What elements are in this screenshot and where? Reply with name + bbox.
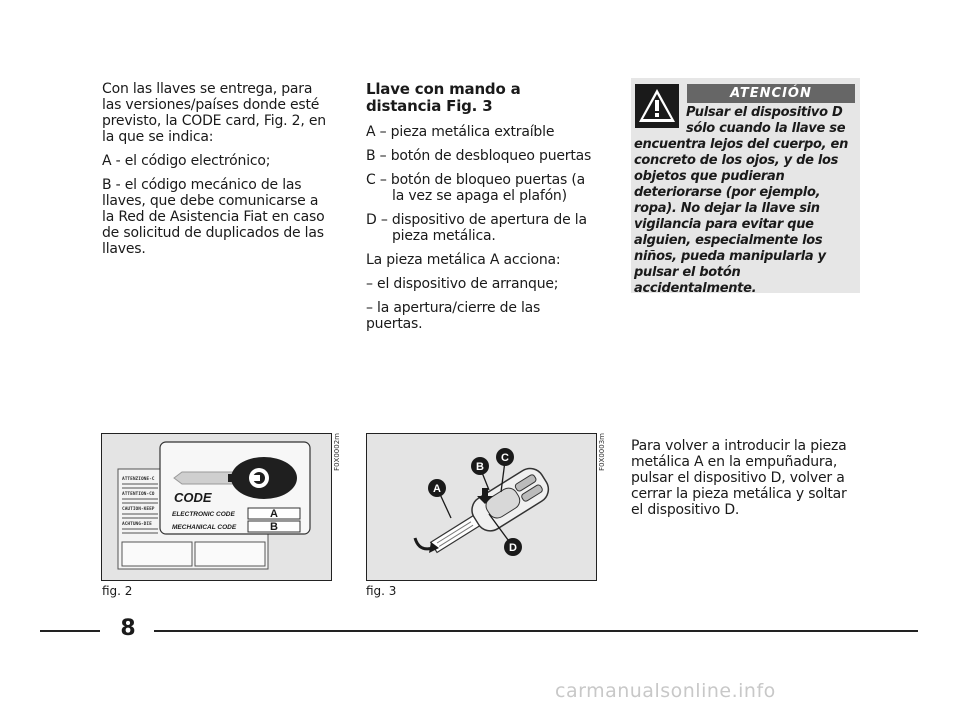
footer-rule-left [40,630,100,632]
card-warning-line: CAUTION-KEEP [122,507,155,512]
label-b: B [476,461,484,473]
warning-text [634,105,856,297]
figure-remote-key [366,433,597,581]
card-warning-line: ATTENZIONE-C [122,477,155,482]
intro-column [102,81,330,265]
remote-key-heading: Llave con mando a distancia Fig. 3 [366,80,521,115]
figure-3-caption: fig. 3 [366,584,397,598]
figure-2-code: F0X0002m [333,433,341,471]
metal-part-lead: La pieza metálica A acciona: [366,252,561,268]
bullet-doors: – la apertura/cierre de las puertas. [366,300,541,332]
card-warning-line: ATTENTION-CO [122,492,155,497]
code-card-illustration [102,434,331,580]
code-a-item: A - el código electrónico; [102,153,271,169]
warning-title: ATENCIÓN [687,84,855,103]
electronic-code-label: ELECTRONIC CODE [172,511,235,518]
label-d: D [509,542,517,554]
warning-first-line: Pulsar el dispositivo D sólo cuando la llave se [686,105,846,136]
part-a-item: A – pieza metálica extraíble [366,124,555,140]
label-a: A [433,483,441,495]
remote-key-column [366,81,598,340]
reinsert-paragraph: Para volver a introducir la pieza metálica A en la empuñadura, pulsar el dispositivo D, volver a cerrar la pieza metálica y soltar el dispositivo D. [631,438,847,518]
card-warning-line: ACHTUNG-DIE [122,522,152,527]
part-b-item: B – botón de desbloqueo puertas [366,148,592,164]
figure-2-caption: fig. 2 [102,584,133,598]
reinsert-column [631,438,859,526]
code-a-box-label: A [270,508,278,520]
code-b-item: B - el código mecánico de las llaves, que debe comunicarse a la Red de Asistencia Fiat en caso de solicitud de duplicados de las llaves. [102,177,325,257]
watermark: carmanualsonline.info [555,680,776,702]
figure-3-code: F0X0003m [598,433,606,471]
footer-rule-right [154,630,918,632]
figure-code-card [101,433,332,581]
warning-rest: encuentra lejos del cuerpo, en concreto de los ojos, y de los objetos que pudieran deteriorarse (por ejemplo, ropa). No dejar la llave sin vigilancia para evitar que alguien, especialmente los niños, pueda manipularla y pulsar el botón accidentalmente. [634,137,849,296]
label-c: C [501,452,509,464]
bullet-ignition: – el dispositivo de arranque; [366,276,559,292]
mechanical-code-label: MECHANICAL CODE [172,524,237,531]
code-b-box-label: B [270,521,278,533]
remote-key-illustration [367,434,596,580]
warning-box [631,78,860,296]
page-number: 8 [120,616,136,641]
intro-paragraph: Con las llaves se entrega, para las versiones/países donde esté previsto, la CODE card, Fig. 2, en la que se indica: [102,81,326,145]
part-c-item: C – botón de bloqueo puertas (a la vez se apaga el plafón) [366,172,585,204]
part-d-item: D – dispositivo de apertura de la pieza metálica. [366,212,587,244]
card-title: CODE [174,490,212,505]
